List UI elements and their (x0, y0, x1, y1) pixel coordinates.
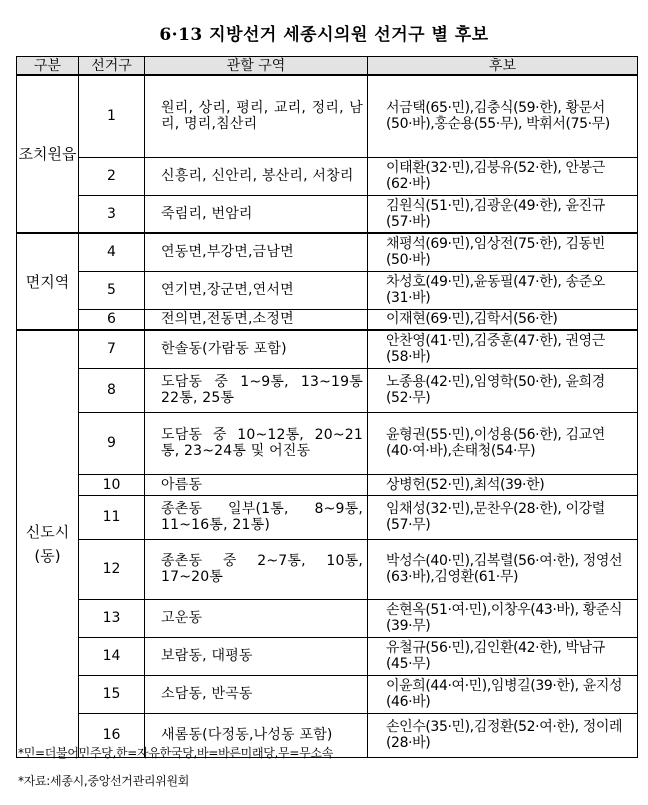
table-row (17, 637, 638, 675)
district-cell: 10 (79, 474, 145, 495)
district-cell: 11 (79, 495, 145, 539)
table-row (17, 368, 638, 412)
area-cell: 연동면,부강면,금남면 (145, 233, 368, 271)
district-cell: 6 (79, 309, 145, 330)
candidates-cell: 윤형권(55·민),이성용(56·한), 김교연(40·여·바),손태청(54·무) (368, 412, 638, 474)
area-cell: 소담동, 반곡동 (145, 675, 368, 713)
table-row (17, 599, 638, 637)
district-cell: 9 (79, 412, 145, 474)
candidate-table (16, 56, 638, 758)
candidates-cell: 손인수(35·민),김정환(52·여·한), 정이레(28·바) (368, 713, 638, 757)
candidates-cell: 안찬영(41·민),김중훈(47·한), 권영근(58·바) (368, 330, 638, 368)
candidates-cell: 임채성(32·민),문찬우(28·한), 이강렬(57·무) (368, 495, 638, 539)
table-row (17, 495, 638, 539)
area-cell: 원리, 상리, 평리, 교리, 정리, 남리, 명리,침산리 (145, 75, 368, 157)
district-cell: 13 (79, 599, 145, 637)
candidates-cell: 채평석(69·민),임상전(75·한), 김동빈(50·바) (368, 233, 638, 271)
table-row (17, 309, 638, 330)
candidates-cell: 상병헌(52·민),최석(39·한) (368, 474, 638, 495)
footnote-party-legend: *민=더불어민주당,한=자유한국당,바=바른미래당,무=무소속 (18, 746, 333, 760)
district-cell: 3 (79, 195, 145, 233)
district-cell: 2 (79, 157, 145, 195)
region-cell: 조치원읍 (17, 75, 79, 233)
area-cell: 도담동 중 1~9통, 13~19통 22통, 25통 (145, 368, 368, 412)
candidates-cell: 박성수(40·민),김복렬(56·여·한), 정영선(63·바),김영환(61·무) (368, 539, 638, 599)
table-row (17, 195, 638, 233)
district-cell: 1 (79, 75, 145, 157)
table-row (17, 157, 638, 195)
table-row (17, 75, 638, 157)
candidates-cell: 이재현(69·민),김학서(56·한) (368, 309, 638, 330)
candidates-cell: 유철규(56·민),김인환(42·한), 박남규(45·무) (368, 637, 638, 675)
table-row (17, 474, 638, 495)
region-cell: 면지역 (17, 233, 79, 330)
area-cell: 고운동 (145, 599, 368, 637)
area-cell: 신흥리, 신안리, 봉산리, 서창리 (145, 157, 368, 195)
district-cell: 5 (79, 271, 145, 309)
header-district: 선거구 (79, 57, 145, 76)
candidates-cell: 손현옥(51·여·민),이창우(43·바), 황준식(39·무) (368, 599, 638, 637)
area-cell: 아름동 (145, 474, 368, 495)
area-cell: 종촌동 중 2~7통, 10통, 17~20통 (145, 539, 368, 599)
area-cell: 도담동 중 10~12통, 20~21통, 23~24통 및 어진동 (145, 412, 368, 474)
area-cell: 한솔동(가람동 포함) (145, 330, 368, 368)
table-row (17, 330, 638, 368)
area-cell: 죽림리, 번암리 (145, 195, 368, 233)
table-row (17, 675, 638, 713)
area-cell: 보람동, 대평동 (145, 637, 368, 675)
candidates-cell: 차성호(49·민),윤동필(47·한), 송준오(31·바) (368, 271, 638, 309)
header-region: 구분 (17, 57, 79, 76)
district-cell: 16 (79, 713, 145, 757)
district-cell: 14 (79, 637, 145, 675)
table-row (17, 233, 638, 271)
area-cell: 전의면,전동면,소정면 (145, 309, 368, 330)
candidates-cell: 이윤희(44·여·민),임병길(39·한), 윤지성(46·바) (368, 675, 638, 713)
table-row (17, 412, 638, 474)
candidates-cell: 이태환(32·민),김붕유(52·한), 안봉근(62·바) (368, 157, 638, 195)
table-row (17, 271, 638, 309)
candidates-cell: 김원식(51·민),김광운(49·한), 윤진규(57·바) (368, 195, 638, 233)
district-cell: 15 (79, 675, 145, 713)
table-header-row (17, 57, 638, 76)
district-cell: 8 (79, 368, 145, 412)
district-cell: 4 (79, 233, 145, 271)
page-title: 6·13 지방선거 세종시의원 선거구 별 후보 (159, 25, 489, 45)
area-cell: 연기면,장군면,연서면 (145, 271, 368, 309)
candidates-cell: 노종용(42·민),임영학(50·한), 윤희경(52·무) (368, 368, 638, 412)
footnote-source: *자료:세종시,중앙선거관리위원회 (18, 774, 190, 788)
header-candidates: 후보 (368, 57, 638, 76)
district-cell: 12 (79, 539, 145, 599)
area-cell: 종촌동 일부(1통, 8~9통, 11~16통, 21통) (145, 495, 368, 539)
region-cell: 신도시(동) (17, 330, 79, 757)
district-cell: 7 (79, 330, 145, 368)
header-area: 관할 구역 (145, 57, 368, 76)
candidates-cell: 서금택(65·민),김충식(59·한), 황문서(50·바),홍순용(55·무), 박휘서(75·무) (368, 75, 638, 157)
table-row (17, 539, 638, 599)
area-cell: 새롬동(다정동,나성동 포함) (145, 713, 368, 757)
